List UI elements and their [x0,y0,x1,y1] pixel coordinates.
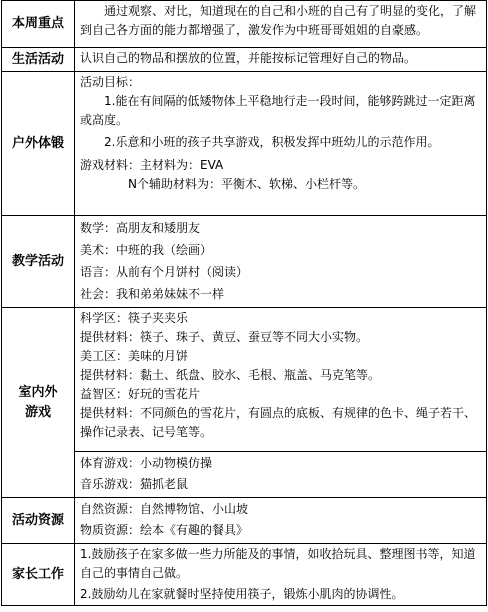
row-outdoor [2,72,487,216]
pe-game: 体育游戏：小动物模仿操 [80,456,213,470]
content-resources [75,498,487,544]
teaching-item: 美术：中班的我（绘画） [80,243,213,257]
outdoor-goal-1: 1.能在有间隔的低矮物体上平稳地行走一段时间，能够跨跳过一定距离或高度。 [80,94,476,127]
row-indoor-outdoor [2,308,487,452]
row-parents [2,544,487,606]
outdoor-material-main: 游戏材料：主材料为：EVA [80,158,224,172]
content-parents [75,544,487,606]
label-indoor-outdoor-1: 室内外 [18,384,58,400]
teaching-item: 社会：我和弟弟妹妹不一样 [80,287,225,301]
art-area: 美工区：美味的月饼 [80,349,189,363]
row-life [2,48,487,72]
label-resources: 活动资源 [2,498,75,544]
art-material: 提供材料：黏土、纸盘、胶水、毛根、瓶盖、马克笔等。 [80,368,381,382]
outdoor-goal-2: 2.乐意和小班的孩子共享游戏，积极发挥中班幼儿的示范作用。 [104,135,440,149]
content-life: 认识自己的物品和摆放的位置，并能按标记管理好自己的物品。 [75,48,487,72]
label-life: 生活活动 [2,48,75,72]
weekly-plan-table [1,0,487,606]
label-outdoor: 户外体锻 [2,72,75,216]
label-parents: 家长工作 [2,544,75,606]
content-pe-music-games [75,452,487,498]
focus-text: 通过观察、对比，知道现在的自己和小班的自己有了明显的变化，了解到自己各方面的能力都增强了，激发作为中班哥哥姐姐的自豪感。 [80,4,477,37]
row-teaching [2,216,487,308]
outdoor-goal-title: 活动目标： [80,75,141,89]
label-indoor-outdoor [2,308,75,498]
row-resources [2,498,487,544]
content-area-games [75,308,487,452]
label-teaching: 教学活动 [2,216,75,308]
material-resources: 物质资源：绘本《有趣的餐具》 [80,523,249,537]
outdoor-material-aux: N个辅助材料为：平衡木、软梯、小栏杆等。 [128,177,365,191]
content-teaching [75,216,487,308]
teaching-item: 数学：高朋友和矮朋友 [80,221,201,235]
teaching-item: 语言：从前有个月饼村（阅读） [80,265,249,279]
parents-item-2: 2.鼓励幼儿在家就餐时坚持使用筷子，锻炼小肌肉的协调性。 [80,587,404,601]
row-indoor-outdoor-games [2,452,487,498]
label-focus: 本周重点 [2,1,75,48]
parents-item-1: 1.鼓励孩子在家多做一些力所能及的事情，如收拾玩具、整理图书等，知道自己的事情自己做。 [80,547,476,580]
puzzle-area: 益智区：好玩的雪花片 [80,387,201,401]
content-outdoor [75,72,487,216]
science-area: 科学区：筷子夹夹乐 [80,311,189,325]
science-material: 提供材料：筷子、珠子、黄豆、蚕豆等不同大小实物。 [80,330,369,344]
row-focus [2,1,487,48]
content-focus [75,1,487,48]
label-indoor-outdoor-2: 游戏 [24,404,51,420]
natural-resources: 自然资源：自然博物馆、小山坡 [80,502,249,516]
music-game: 音乐游戏：猫抓老鼠 [80,477,189,491]
puzzle-material: 提供材料：不同颜色的雪花片，有圆点的底板、有规律的色卡、绳子若干、操作记录表、记号笔等。 [80,406,477,439]
